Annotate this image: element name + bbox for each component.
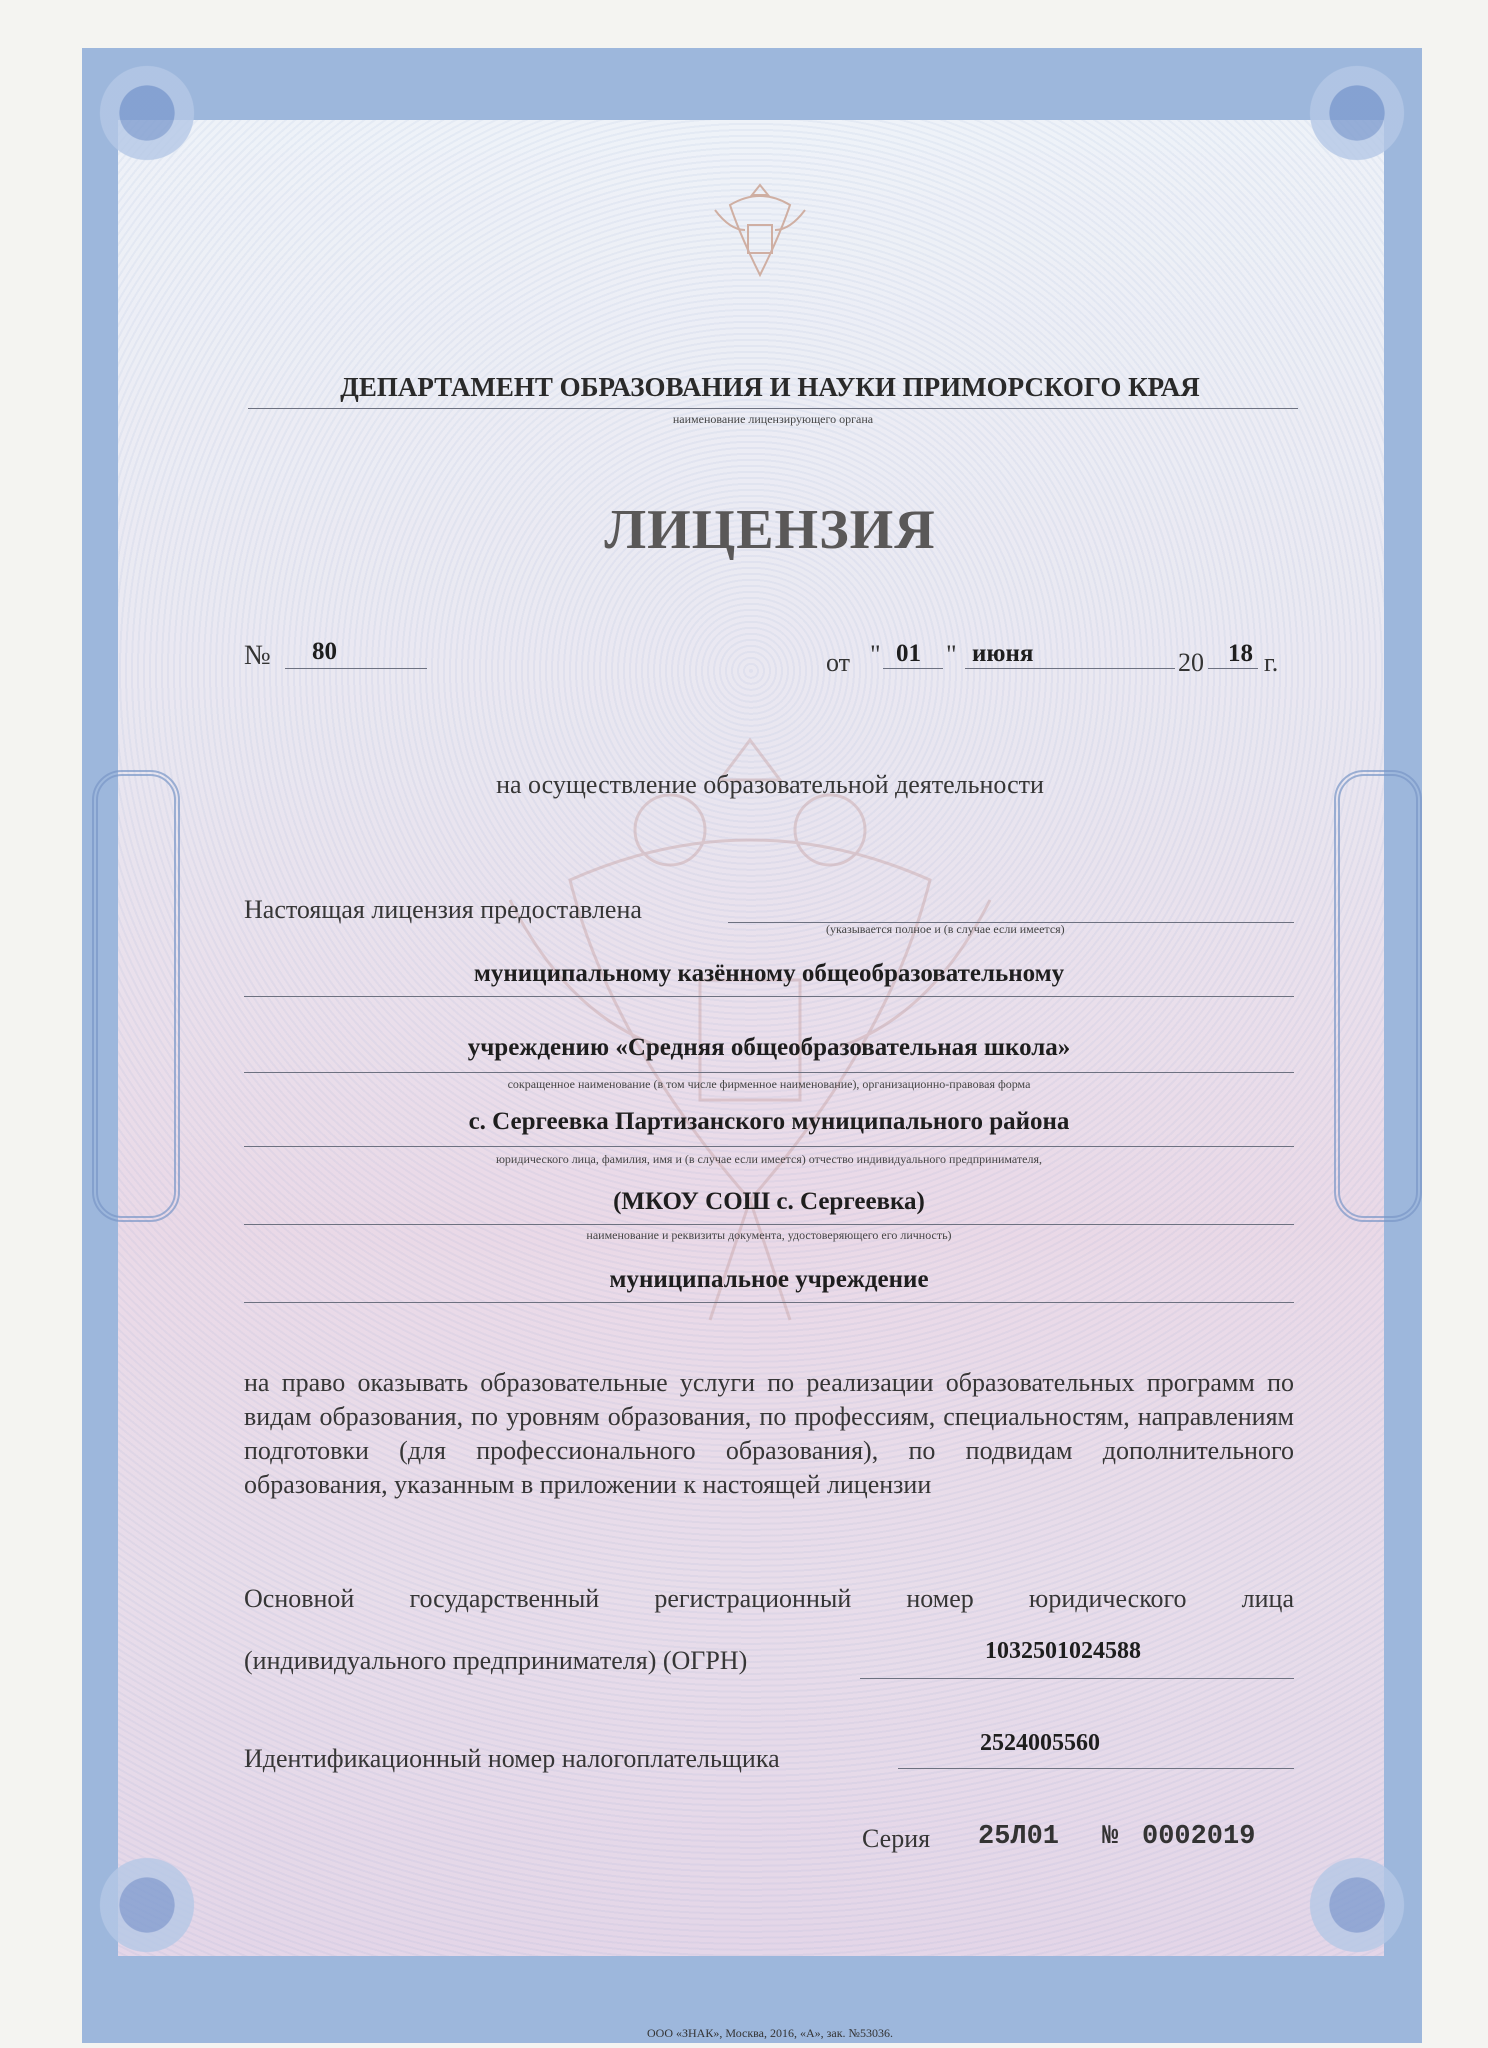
corner-ornament-icon	[92, 1850, 202, 1960]
date-day: 01	[896, 640, 921, 667]
date-quote-open: "	[870, 640, 881, 669]
licensee-org-type: муниципальное учреждение	[609, 1266, 929, 1293]
authority-caption: наименование лицензирующего органа	[672, 412, 874, 426]
licensee-line-1: муниципальному казённому общеобразовательному	[473, 960, 1065, 987]
date-quote-close: "	[946, 640, 957, 669]
series-number: 0002019	[1142, 1822, 1256, 1852]
granted-caption-1: (указывается полное и (в случае если имеется)	[826, 922, 1065, 936]
inn-underline	[898, 1768, 1294, 1769]
licensee-underline-1	[244, 996, 1294, 997]
number-label: №	[244, 640, 271, 671]
date-from-label: от	[826, 648, 851, 677]
date-year-suffix: 18	[1228, 640, 1253, 667]
licensee-underline-5	[244, 1302, 1294, 1303]
document-title: ЛИЦЕНЗИЯ	[604, 499, 936, 561]
license-number: 80	[312, 638, 337, 665]
licensee-caption-4: наименование и реквизиты документа, удостоверяющего его личность)	[586, 1228, 952, 1242]
licensee-line-2: учреждению «Средняя общеобразовательная школа»	[467, 1034, 1071, 1061]
granted-label: Настоящая лицензия предоставлена	[244, 895, 642, 924]
day-underline	[883, 668, 943, 669]
printer-imprint: ООО «ЗНАК», Москва, 2016, «А», зак. №53036.	[646, 2026, 894, 2040]
year-underline	[1208, 668, 1258, 669]
licensee-caption-2: сокращенное наименование (в том числе фирменное наименование), организационно-правовая форма	[507, 1077, 1031, 1091]
licensee-underline-2	[244, 1072, 1294, 1073]
ogrn-label-1: Основной государственный регистрационный номер юридического лица	[244, 1584, 1294, 1613]
date-year-unit: г.	[1264, 648, 1279, 677]
series-label: Серия	[862, 1824, 931, 1853]
side-ornament-icon	[1334, 770, 1422, 1222]
ogrn-label-2: (индивидуального предпринимателя) (ОГРН)	[244, 1646, 748, 1675]
coat-of-arms-icon	[700, 175, 820, 295]
authority-underline	[248, 408, 1298, 409]
activity-text: на осуществление образовательной деятельности	[496, 770, 1044, 799]
inn-value: 2524005560	[980, 1730, 1100, 1756]
licensee-underline-3	[244, 1146, 1294, 1147]
licensee-line-3: с. Сергеевка Партизанского муниципального района	[468, 1108, 1070, 1135]
licensee-caption-3: юридического лица, фамилия, имя и (в случае если имеется) отчество индивидуального предпринимателя,	[495, 1152, 1043, 1166]
inn-label: Идентификационный номер налогоплательщика	[244, 1744, 780, 1773]
date-year-prefix: 20	[1178, 648, 1204, 677]
corner-ornament-icon	[1302, 58, 1412, 168]
licensee-underline-4	[244, 1224, 1294, 1225]
series-value: 25Л01	[978, 1822, 1060, 1852]
corner-ornament-icon	[1302, 1850, 1412, 1960]
side-ornament-icon	[92, 770, 180, 1222]
rights-text: на право оказывать образовательные услуги по реализации образовательных программ по видам образования, по уровням образования, по профессиям, специальностям, направлениям подготовки (для профессионального образования), по подвидам дополнительного образования, указанным в приложении к настоящей лицензии	[244, 1368, 1294, 1499]
date-month: июня	[972, 640, 1034, 667]
ogrn-underline	[860, 1678, 1294, 1679]
licensee-short-name: (МКОУ СОШ с. Сергеевка)	[613, 1188, 925, 1215]
authority-name: ДЕПАРТАМЕНТ ОБРАЗОВАНИЯ И НАУКИ ПРИМОРСКОГО КРАЯ	[340, 372, 1200, 402]
ogrn-value: 1032501024588	[985, 1638, 1141, 1664]
number-underline	[285, 668, 427, 669]
series-number-label: №	[1102, 1822, 1119, 1852]
month-underline	[965, 668, 1175, 669]
corner-ornament-icon	[92, 58, 202, 168]
